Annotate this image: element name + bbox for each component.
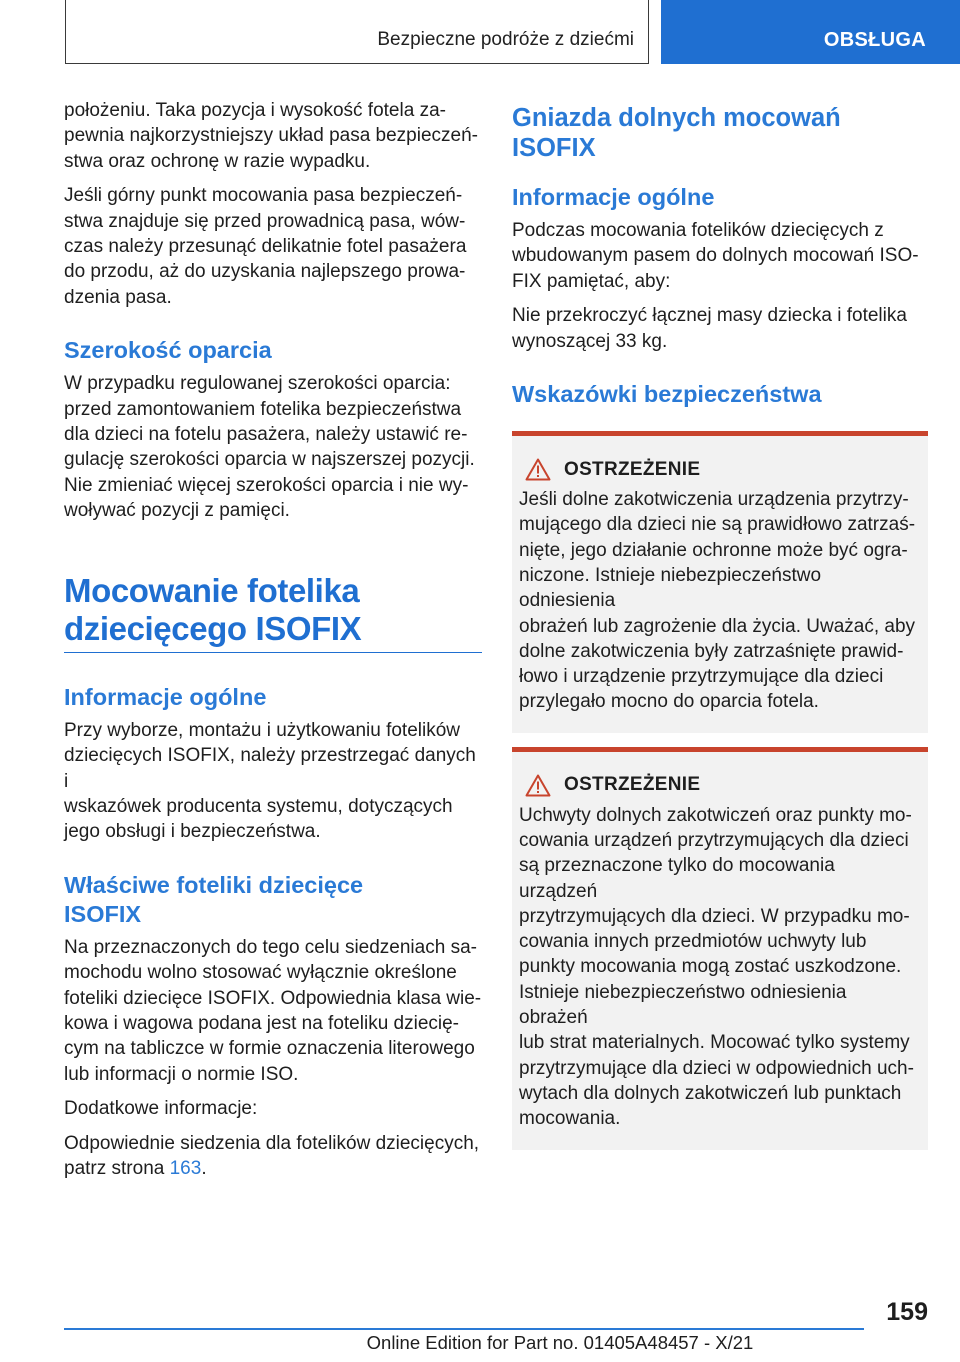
warning-triangle-icon	[525, 774, 551, 797]
heading-lower-anchors: Gniazda dolnych mocowań ISOFIX	[512, 104, 841, 162]
warning-title: OSTRZEŻENIE	[564, 458, 701, 480]
paragraph: Podczas mocowania fotelików dziecięcych z wbudowanym pasem do dolnych mocowań ISO- FIX pamiętać, aby:	[512, 220, 919, 292]
warning-header	[519, 774, 918, 797]
paragraph: Na przeznaczonych do tego celu siedzeniach sa- mochodu wolno stosować wyłącznie określone foteliki dziecięce ISOFIX. Odpowiednia klasa wie- kowa i wagowa podana jest na foteliku dziecię- cym na tabliczce w formie oznaczenia literowego lub informacji o normie ISO.	[64, 936, 482, 1085]
paragraph-text: Odpowiednie siedzenia dla fotelików dziecięcych, patrz strona	[64, 1132, 480, 1179]
warning-text: Uchwyty dolnych zakotwiczeń oraz punkty mo- cowania urządzeń przytrzymujących dla dzieci są przeznaczone tylko do mocowania urządzeń przytrzymujących dla dzieci. W przypadku mo- cowania innych przedmiotów uchwyty lub punkty mocowania mogą zostać uszkodzone. Istnieje niebezpieczeństwo odniesienia obrażeń lub strat materialnych. Mocować tylko systemy przytrzymujące dla dzieci w odpowiednich uch- wytach dla dolnych zakotwiczeń lub punktach mocowania.	[519, 804, 914, 1130]
paragraph: Dodatkowe informacje:	[64, 1098, 258, 1120]
footer-edition: Online Edition for Part no. 01405A48457 - X/21	[366, 1332, 754, 1353]
warning-box	[512, 747, 928, 1150]
page-number: 159	[886, 1298, 928, 1326]
heading-proper-seats: Właściwe foteliki dziecięce ISOFIX	[64, 871, 364, 927]
page-link[interactable]: 163	[169, 1157, 202, 1179]
paragraph: W przypadku regulowanej szerokości oparcia: przed zamontowaniem fotelika bezpieczeństwa dla dzieci na fotelu pasażera, należy ustawić re- gulację szerokości oparcia w najszerszej pozycji. Nie zmieniać więcej szerokości oparcia i nie wy- woływać pozycji z pamięci.	[64, 373, 475, 522]
header-box	[65, 0, 649, 64]
paragraph: Jeśli górny punkt mocowania pasa bezpieczeń- stwa znajduje się przed prowadnicą pasa, wów- czas należy przesunąć delikatnie fotel pasażera do przodu, aż do uzyskania najlepszego prowa- dzenia pasa.	[64, 185, 467, 308]
warning-title: OSTRZEŻENIE	[564, 774, 701, 796]
warning-box	[512, 431, 928, 733]
section-tab-label: OBSŁUGA	[823, 29, 926, 51]
paragraph: położeniu. Taka pozycja i wysokość fotela za- pewnia najkorzystniejszy układ pasa bezpieczeń- stwa oraz ochronę w razie wypadku.	[64, 100, 479, 172]
warning-text: Jeśli dolne zakotwiczenia urządzenia przytrzy- mującego dla dzieci nie są prawidłowo zatrzaś- nięte, jego działanie ochronne może być ogra- niczone. Istnieje niebezpieczeństwo odniesienia obrażeń lub zagrożenie dla życia. Uważać, aby dolne zakotwiczenia były zatrzaśnięte prawid- łowo i urządzenie przytrzymujące dla dzieci przylegało mocno do oparcia fotela.	[519, 489, 916, 713]
chapter-title: Bezpieczne podróże z dziećmi	[377, 29, 634, 50]
warning-triangle-icon	[525, 458, 551, 481]
section-tab[interactable]	[661, 0, 960, 64]
footer-divider	[64, 1328, 864, 1330]
section-heading-isofix: Mocowanie fotelika dziecięcego ISOFIX	[64, 572, 482, 653]
heading-general-info: Informacje ogólne	[64, 683, 267, 710]
paragraph-end: .	[201, 1157, 207, 1179]
paragraph: Przy wyborze, montażu i użytkowaniu fotelików dziecięcych ISOFIX, należy przestrzegać danych i wskazówek producenta systemu, dotyczących jego obsługi i bezpieczeństwa.	[64, 719, 476, 843]
heading-backrest-width: Szerokość oparcia	[64, 337, 272, 364]
heading-safety-notes: Wskazówki bezpieczeństwa	[512, 381, 822, 408]
right-column	[512, 98, 928, 1150]
paragraph: Nie przekroczyć łącznej masy dziecka i fotelika wynoszącej 33 kg.	[512, 305, 907, 352]
warning-header	[519, 458, 918, 481]
paragraph-with-link	[64, 1131, 482, 1182]
left-column	[64, 98, 482, 1190]
heading-general-info: Informacje ogólne	[512, 184, 715, 210]
